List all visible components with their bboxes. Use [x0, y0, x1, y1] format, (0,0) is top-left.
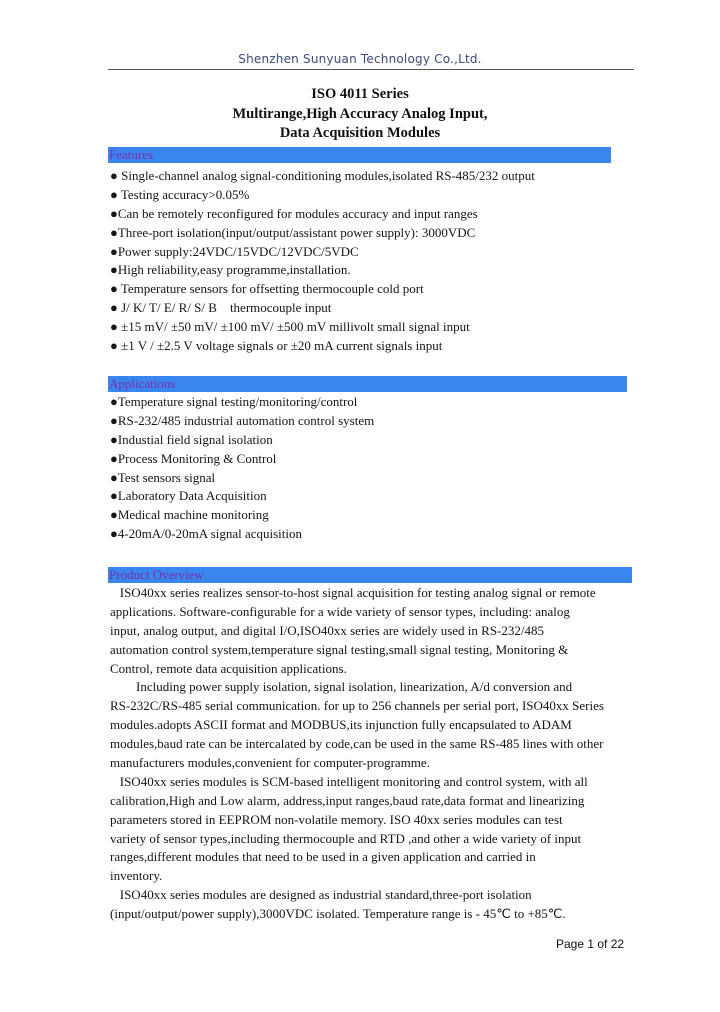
- paragraph-line: ISO40xx series modules is SCM-based intelligent monitoring and control system, with all: [110, 773, 588, 789]
- list-item: ●Can be remotely reconfigured for modules accuracy and input ranges: [110, 205, 478, 221]
- list-item: ●Industial field signal isolation: [110, 431, 273, 447]
- list-item: ●Medical machine monitoring: [110, 507, 269, 523]
- list-item: ●High reliability,easy programme,installation.: [110, 262, 351, 278]
- list-item: ●RS-232/485 industrial automation control system: [110, 412, 375, 428]
- list-item: ●4-20mA/0-20mA signal acquisition: [110, 526, 303, 542]
- features-heading-band: [108, 147, 611, 163]
- paragraph-line: applications. Software-configurable for a wide variety of sensor types, including: analog: [110, 603, 570, 619]
- paragraph-line: modules,baud rate can be intercalated by code,can be used in the same RS-485 lines with other: [110, 736, 604, 752]
- paragraph-line: variety of sensor types,including thermocouple and RTD ,and other a wide variety of input: [110, 830, 582, 846]
- paragraph-line: RS-232C/RS-485 serial communication. for up to 256 channels per serial port, ISO40xx Series: [110, 698, 604, 714]
- company-header: Shenzhen Sunyuan Technology Co.,Ltd.: [238, 52, 482, 66]
- list-item: ● Testing accuracy>0.05%: [110, 186, 250, 202]
- paragraph-line: input, analog output, and digital I/O,ISO40xx series are widely used in RS-232/485: [110, 622, 544, 638]
- list-item: ● Temperature sensors for offsetting thermocouple cold port: [110, 281, 424, 297]
- list-item: ●Power supply:24VDC/15VDC/12VDC/5VDC: [110, 243, 359, 259]
- paragraph-line: Control, remote data acquisition applications.: [110, 660, 347, 676]
- paragraph-line: (input/output/power supply),3000VDC isolated. Temperature range is - 45℃ to +85℃.: [110, 906, 566, 922]
- paragraph-line: ranges,different modules that need to be used in a given application and carried in: [110, 849, 536, 865]
- list-item: ●Temperature signal testing/monitoring/control: [110, 394, 358, 409]
- paragraph-line: ISO40xx series realizes sensor-to-host signal acquisition for testing analog signal or remote: [110, 585, 596, 600]
- features-heading: Features: [109, 147, 154, 162]
- list-item: ●Test sensors signal: [110, 469, 216, 485]
- overview-heading: Product Overview: [109, 567, 204, 582]
- list-item: ● ±15 mV/ ±50 mV/ ±100 mV/ ±500 mV millivolt small signal input: [110, 319, 470, 335]
- paragraph-line: ISO40xx series modules are designed as industrial standard,three-port isolation: [110, 887, 532, 903]
- applications-heading: Applications: [109, 376, 176, 391]
- list-item: ●Process Monitoring & Control: [110, 450, 277, 466]
- list-item: ●Three-port isolation(input/output/assistant power supply): 3000VDC: [110, 224, 476, 240]
- list-item: ● J/ K/ T/ E/ R/ S/ B thermocouple input: [110, 300, 332, 316]
- paragraph-line: manufacturers modules,convenient for computer-programme.: [110, 755, 430, 771]
- paragraph-line: Including power supply isolation, signal isolation, linearization, A/d conversion and: [110, 679, 573, 695]
- paragraph-line: automation control system,temperature signal testing,small signal testing, Monitoring &: [110, 641, 569, 657]
- list-item: ● ±1 V / ±2.5 V voltage signals or ±20 mA current signals input: [110, 338, 443, 354]
- page-number: Page 1 of 22: [556, 937, 625, 951]
- title-line-3: Data Acquisition Modules: [279, 125, 441, 141]
- paragraph-line: calibration,High and Low alarm, address,input ranges,baud rate,data format and linearizing: [110, 792, 585, 808]
- title-line-1: ISO 4011 Series: [311, 86, 409, 102]
- overview-heading-band: [108, 567, 632, 583]
- paragraph-line: modules.adopts ASCII format and MODBUS,its injunction fully encapsulated to ADAM: [110, 717, 572, 733]
- list-item: ●Laboratory Data Acquisition: [110, 488, 267, 504]
- list-item: ● Single-channel analog signal-conditioning modules,isolated RS-485/232 output: [110, 168, 535, 183]
- paragraph-line: parameters stored in EEPROM non-volatile memory. ISO 40xx series modules can test: [110, 811, 563, 827]
- overview-body: [110, 584, 635, 924]
- paragraph-line: inventory.: [110, 868, 163, 884]
- applications-list: [110, 393, 374, 544]
- title-line-2: Multirange,High Accuracy Analog Input,: [232, 106, 488, 122]
- header-rule: [108, 69, 634, 70]
- features-list: [110, 167, 535, 356]
- applications-heading-band: [108, 376, 627, 392]
